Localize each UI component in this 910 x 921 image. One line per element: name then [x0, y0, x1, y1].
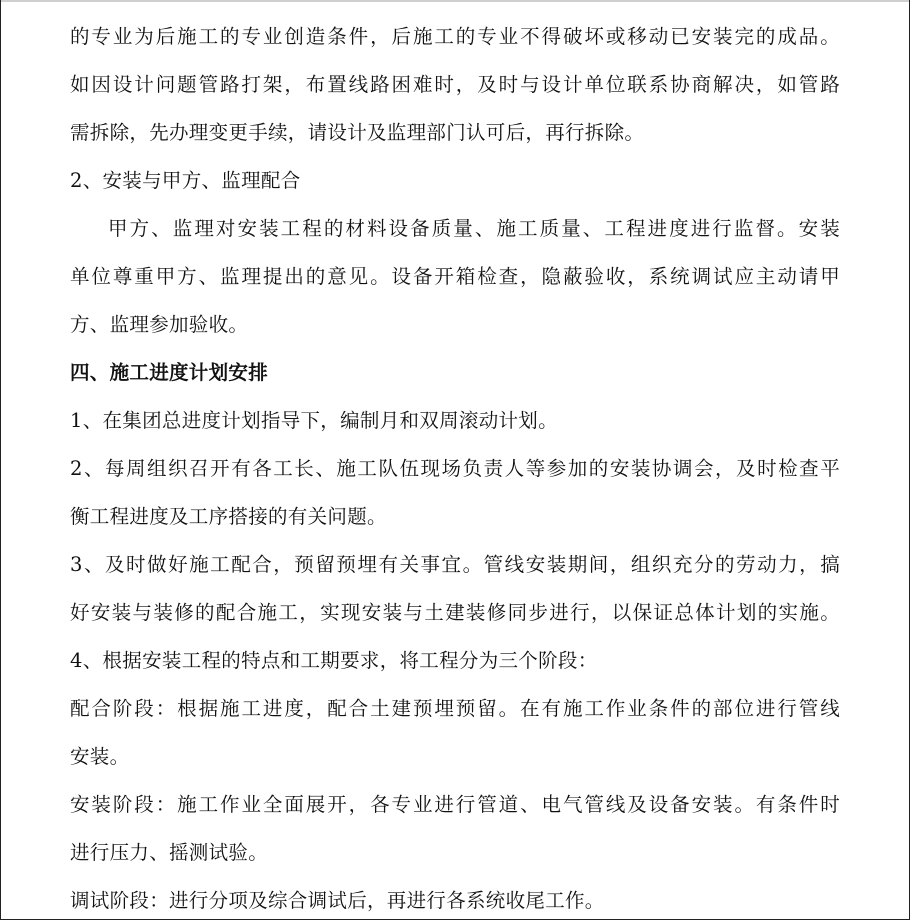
- list-item: 1、在集团总进度计划指导下，编制月和双周滚动计划。: [70, 409, 558, 432]
- paragraph-line: 衡工程进度及工序搭接的有关问题。: [70, 505, 387, 528]
- paragraph-line: 进行压力、摇测试验。: [70, 841, 269, 864]
- phase-item: 安装阶段：施工作业全面展开，各专业进行管道、电气管线及设备安装。有条件时: [70, 793, 840, 816]
- paragraph-line: 好安装与装修的配合施工，实现安装与土建装修同步进行，以保证总体计划的实施。: [70, 601, 840, 624]
- list-item: 3、及时做好施工配合，预留预埋有关事宜。管线安装期间，组织充分的劳动力，搞: [70, 553, 840, 576]
- section-heading-schedule: 四、施工进度计划安排: [70, 361, 269, 384]
- phase-item: 配合阶段：根据施工进度，配合土建预埋预留。在有施工作业条件的部位进行管线: [70, 697, 840, 720]
- paragraph-line: 的专业为后施工的专业创造条件，后施工的专业不得破坏或移动已安装完的成品。: [70, 25, 840, 48]
- subheading-coordination: 2、安装与甲方、监理配合: [70, 169, 301, 192]
- paragraph-line: 方、监理参加验收。: [70, 313, 249, 336]
- phase-item: 调试阶段：进行分项及综合调试后，再进行各系统收尾工作。: [70, 889, 605, 912]
- paragraph-line: 安装。: [70, 745, 130, 768]
- list-item: 2、每周组织召开有各工长、施工队伍现场负责人等参加的安装协调会，及时检查平: [70, 457, 840, 480]
- paragraph-line: 单位尊重甲方、监理提出的意见。设备开箱检查，隐蔽验收，系统调试应主动请甲: [70, 265, 840, 288]
- paragraph-line: 甲方、监理对安装工程的材料设备质量、施工质量、工程进度进行监督。安装: [108, 217, 840, 240]
- paragraph-line: 如因设计问题管路打架，布置线路困难时，及时与设计单位联系协商解决，如管路: [70, 73, 840, 96]
- paragraph-line: 需拆除，先办理变更手续，请设计及监理部门认可后，再行拆除。: [70, 121, 645, 144]
- list-item: 4、根据安装工程的特点和工期要求，将工程分为三个阶段：: [70, 649, 598, 672]
